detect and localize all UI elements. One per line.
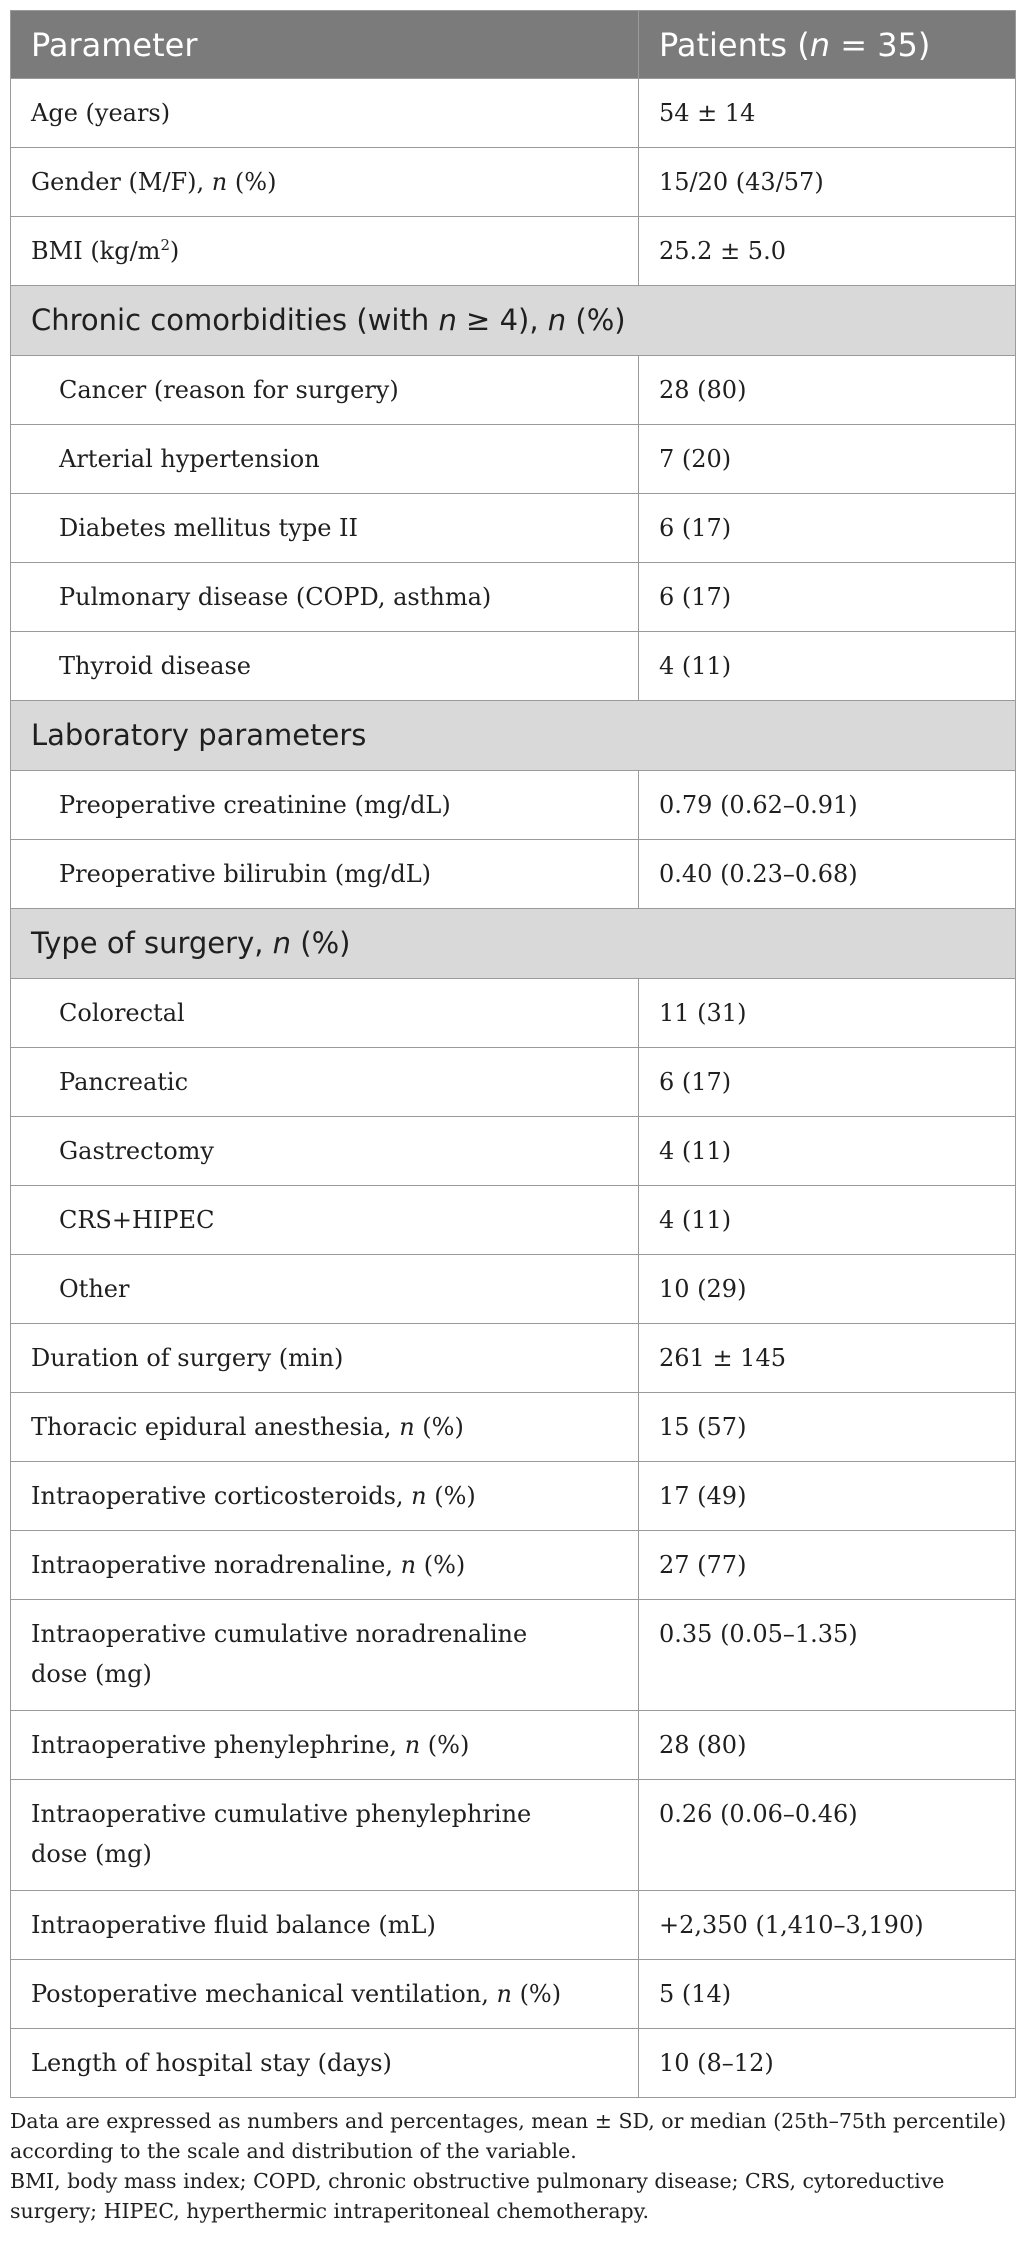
table-row (11, 979, 1016, 1048)
section-italic: n (547, 303, 567, 337)
row-label (11, 632, 639, 701)
row-label (11, 1117, 639, 1186)
row-label (11, 979, 639, 1048)
label-text: Postoperative mechanical ventilation, (31, 1980, 497, 2008)
label-text: Intraoperative cumulative noradrenaline (31, 1620, 528, 1648)
row-value (639, 1117, 1016, 1186)
label-text-line2: dose (mg) (31, 1660, 152, 1688)
value-text: 15/20 (43/57) (659, 168, 824, 196)
row-label (11, 1891, 639, 1960)
row-label (11, 356, 639, 425)
table-row (11, 1891, 1016, 1960)
table-row (11, 771, 1016, 840)
section-heading (11, 701, 1016, 771)
value-text: 7 (20) (659, 445, 732, 473)
row-label (11, 1393, 639, 1462)
value-text: 15 (57) (659, 1413, 747, 1441)
label-text: Thyroid disease (59, 652, 251, 680)
label-text: Other (59, 1275, 130, 1303)
value-text: 4 (11) (659, 652, 732, 680)
value-text: 28 (80) (659, 1731, 747, 1759)
table-header-row (11, 11, 1016, 79)
table-row (11, 1255, 1016, 1324)
label-suffix: (%) (511, 1980, 562, 2008)
table-footnotes (10, 2106, 1015, 2226)
row-value (639, 494, 1016, 563)
table-row (11, 840, 1016, 909)
label-text: Colorectal (59, 999, 185, 1027)
section-heading (11, 286, 1016, 356)
table-row (11, 2029, 1016, 2098)
header-patients-n: n (809, 26, 831, 64)
row-label (11, 494, 639, 563)
row-label (11, 1462, 639, 1531)
section-row-laboratory (11, 701, 1016, 771)
table-row (11, 1780, 1016, 1891)
row-value (639, 1780, 1016, 1891)
label-text: BMI (kg/m (31, 237, 161, 265)
row-label (11, 1780, 639, 1891)
header-parameter-label: Parameter (31, 26, 198, 64)
row-label (11, 79, 639, 148)
row-value (639, 425, 1016, 494)
footnote-abbreviations: BMI, body mass index; COPD, chronic obstructive pulmonary disease; CRS, cytoreductive surgery; HIPEC, hyperthermic intraperitoneal chemotherapy. (10, 2169, 945, 2223)
value-text: 261 ± 145 (659, 1344, 786, 1372)
value-text: 0.35 (0.05–1.35) (659, 1620, 858, 1648)
section-row-surgery-type (11, 909, 1016, 979)
row-value (639, 148, 1016, 217)
header-patients-suffix: = 35) (830, 26, 931, 64)
row-label (11, 1711, 639, 1780)
label-suffix: (%) (416, 1551, 466, 1579)
table-row (11, 1117, 1016, 1186)
table-row (11, 1711, 1016, 1780)
label-text: Pulmonary disease (COPD, asthma) (59, 583, 492, 611)
value-text: 54 ± 14 (659, 99, 756, 127)
value-text: 4 (11) (659, 1137, 732, 1165)
label-text: Thoracic epidural anesthesia, (31, 1413, 400, 1441)
row-label (11, 1600, 639, 1711)
row-label (11, 1531, 639, 1600)
row-value (639, 79, 1016, 148)
label-italic: n (399, 1413, 415, 1441)
row-value (639, 1462, 1016, 1531)
value-text: 0.26 (0.06–0.46) (659, 1800, 858, 1828)
table-row (11, 494, 1016, 563)
row-value (639, 840, 1016, 909)
section-row-comorbidities (11, 286, 1016, 356)
row-value (639, 1600, 1016, 1711)
label-text: Arterial hypertension (59, 445, 320, 473)
table-row (11, 425, 1016, 494)
section-italic: n (272, 926, 292, 960)
label-italic: n (411, 1482, 427, 1510)
row-label (11, 1048, 639, 1117)
label-text: Diabetes mellitus type II (59, 514, 358, 542)
label-suffix: (%) (414, 1413, 464, 1441)
label-text: Age (years) (31, 99, 171, 127)
label-text: Gender (M/F), (31, 168, 212, 196)
row-label (11, 771, 639, 840)
row-label (11, 2029, 639, 2098)
value-text: 0.79 (0.62–0.91) (659, 791, 858, 819)
value-text: 10 (8–12) (659, 2049, 774, 2077)
label-italic: n (211, 168, 228, 196)
table-row (11, 1960, 1016, 2029)
value-text: 5 (14) (659, 1980, 732, 2008)
label-text: Intraoperative phenylephrine, (31, 1731, 405, 1759)
value-text: +2,350 (1,410–3,190) (659, 1911, 924, 1939)
table-row (11, 148, 1016, 217)
row-label (11, 563, 639, 632)
row-label (11, 1186, 639, 1255)
value-text: 0.40 (0.23–0.68) (659, 860, 858, 888)
section-text: Chronic comorbidities (with (31, 303, 439, 337)
section-text: (%) (291, 926, 351, 960)
row-value (639, 771, 1016, 840)
label-italic: n (404, 1731, 421, 1759)
row-value (639, 1891, 1016, 1960)
row-label (11, 217, 639, 286)
header-parameter (11, 11, 639, 79)
row-label (11, 1255, 639, 1324)
header-patients (639, 11, 1016, 79)
table-row (11, 632, 1016, 701)
label-text: CRS+HIPEC (59, 1206, 215, 1234)
table-row (11, 1393, 1016, 1462)
table-row (11, 1531, 1016, 1600)
section-text: ≥ 4), (456, 303, 548, 337)
header-patients-prefix: Patients ( (659, 26, 810, 64)
label-text: Intraoperative noradrenaline, (31, 1551, 401, 1579)
table-row (11, 1186, 1016, 1255)
row-value (639, 1393, 1016, 1462)
row-label (11, 1324, 639, 1393)
row-value (639, 1531, 1016, 1600)
value-text: 4 (11) (659, 1206, 732, 1234)
section-text: Laboratory parameters (31, 718, 367, 752)
value-text: 6 (17) (659, 514, 732, 542)
label-text: Length of hospital stay (days) (31, 2049, 392, 2077)
row-value (639, 1186, 1016, 1255)
row-value (639, 1711, 1016, 1780)
value-text: 25.2 ± 5.0 (659, 237, 786, 265)
label-text: Preoperative bilirubin (mg/dL) (59, 860, 432, 888)
label-text: Intraoperative cumulative phenylephrine (31, 1800, 532, 1828)
value-text: 17 (49) (659, 1482, 747, 1510)
label-italic: n (496, 1980, 512, 2008)
label-italic: n (400, 1551, 417, 1579)
label-text: Intraoperative fluid balance (mL) (31, 1911, 436, 1939)
section-heading (11, 909, 1016, 979)
label-text: Pancreatic (59, 1068, 189, 1096)
row-value (639, 1960, 1016, 2029)
label-text-line2: dose (mg) (31, 1840, 152, 1868)
label-suffix: (%) (227, 168, 277, 196)
label-text: Duration of surgery (min) (31, 1344, 344, 1372)
table-row (11, 356, 1016, 425)
section-text: (%) (566, 303, 626, 337)
label-suffix: ) (169, 237, 180, 265)
row-label (11, 425, 639, 494)
row-label (11, 148, 639, 217)
row-value (639, 1048, 1016, 1117)
section-text: Type of surgery, (31, 926, 273, 960)
row-label (11, 840, 639, 909)
row-label (11, 1960, 639, 2029)
value-text: 11 (31) (659, 999, 747, 1027)
row-value (639, 563, 1016, 632)
table-row (11, 1048, 1016, 1117)
row-value (639, 2029, 1016, 2098)
row-value (639, 1255, 1016, 1324)
label-text: Preoperative creatinine (mg/dL) (59, 791, 451, 819)
footnote-data-expression: Data are expressed as numbers and percentages, mean ± SD, or median (25th–75th percentile) according to the scale and distribution of the variable. (10, 2109, 1007, 2163)
section-italic: n (438, 303, 457, 337)
table-row (11, 1462, 1016, 1531)
row-value (639, 217, 1016, 286)
table-row (11, 1600, 1016, 1711)
label-text: Cancer (reason for surgery) (59, 376, 399, 404)
row-value (639, 979, 1016, 1048)
value-text: 10 (29) (659, 1275, 747, 1303)
label-suffix: (%) (426, 1482, 476, 1510)
patient-characteristics-table (10, 10, 1016, 2098)
table-row (11, 217, 1016, 286)
table-row (11, 563, 1016, 632)
label-suffix: (%) (420, 1731, 470, 1759)
value-text: 6 (17) (659, 583, 732, 611)
value-text: 6 (17) (659, 1068, 732, 1096)
label-superscript: 2 (160, 236, 170, 254)
row-value (639, 356, 1016, 425)
value-text: 28 (80) (659, 376, 747, 404)
row-value (639, 1324, 1016, 1393)
label-text: Intraoperative corticosteroids, (31, 1482, 412, 1510)
row-value (639, 632, 1016, 701)
label-text: Gastrectomy (59, 1137, 214, 1165)
table-row (11, 79, 1016, 148)
table-row (11, 1324, 1016, 1393)
value-text: 27 (77) (659, 1551, 747, 1579)
